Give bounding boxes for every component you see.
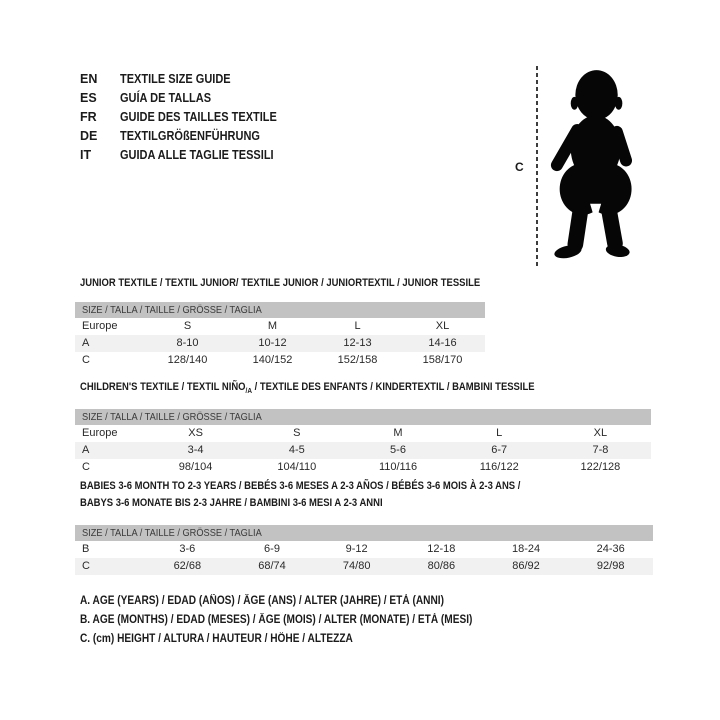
height-cell: 86/92 <box>512 560 540 572</box>
table-title-text: BABYS 3-6 MONATE BIS 2-3 JAHRE / BAMBINI 3-6 MESI A 2-3 ANNI <box>80 497 383 509</box>
table-row <box>75 335 485 352</box>
language-code: DE <box>80 129 98 143</box>
language-title: GUIDE DES TAILLES TEXTILE <box>120 110 277 124</box>
childrens-textile-table <box>75 381 651 476</box>
language-row-en <box>80 70 298 89</box>
table-title-text: BABIES 3-6 MONTH TO 2-3 YEARS / BEBÉS 3-6 MESES A 2-3 AÑOS / BÉBÉS 3-6 MOIS À 2-3 ANS / <box>80 480 521 492</box>
months-cell: 6-9 <box>264 543 280 555</box>
height-cell: 128/140 <box>167 354 208 366</box>
size-header-bar <box>75 302 485 318</box>
age-cell: 14-16 <box>428 337 457 349</box>
language-code: FR <box>80 110 97 124</box>
legend-line-a <box>80 592 526 611</box>
age-cell: 5-6 <box>390 444 406 457</box>
language-code: EN <box>80 72 98 86</box>
row-label: Europe <box>82 320 118 332</box>
legend-line-c <box>80 630 526 649</box>
height-cell: 98/104 <box>178 461 213 474</box>
height-measure-figure <box>515 62 666 270</box>
table-row <box>75 318 485 335</box>
junior-textile-table <box>75 277 485 369</box>
title-subscript: /A <box>245 386 252 396</box>
age-cell: 6-7 <box>491 444 508 457</box>
table-row <box>75 352 485 369</box>
months-cell: 12-18 <box>427 543 456 555</box>
row-label: A <box>82 444 90 457</box>
legend-text: B. AGE (MONTHS) / EDAD (MESES) / ÂGE (MOIS) / ALTER (MONATE) / ETÀ (MESI) <box>80 614 473 626</box>
table-title-line1 <box>80 480 653 493</box>
legend-line-b <box>80 611 526 630</box>
title-post: / TEXTILE DES ENFANTS / KINDERTEXTIL / BAMBINI TESSILE <box>251 381 535 393</box>
row-label: B <box>82 543 90 555</box>
months-cell: 24-36 <box>596 543 625 555</box>
size-cell: L <box>496 427 503 440</box>
language-code: IT <box>80 148 92 162</box>
language-title: GUÍA DE TALLAS <box>120 91 212 105</box>
table-row <box>75 442 651 459</box>
size-cell: M <box>267 320 278 332</box>
size-cell: XL <box>435 320 450 332</box>
size-header-bar <box>75 525 653 541</box>
height-cell: 80/86 <box>427 560 456 572</box>
row-label: C <box>82 354 90 366</box>
height-measure-label: C <box>515 160 524 174</box>
height-cell: 158/170 <box>422 354 463 366</box>
language-title: TEXTILGRÖßENFÜHRUNG <box>120 129 260 143</box>
language-row-it <box>80 146 298 165</box>
size-cell: XS <box>188 427 203 440</box>
age-cell: 7-8 <box>592 444 609 457</box>
language-row-fr <box>80 108 298 127</box>
babies-textile-table <box>75 480 653 575</box>
table-row <box>75 558 653 575</box>
legend-text: C. (cm) HEIGHT / ALTURA / HAUTEUR / HÖHE / ALTEZZA <box>80 633 353 645</box>
toddler-silhouette-image <box>544 66 650 266</box>
height-cell: 74/80 <box>342 560 371 572</box>
language-code: ES <box>80 91 97 105</box>
months-cell: 18-24 <box>511 543 541 555</box>
language-title: GUIDA ALLE TAGLIE TESSILI <box>120 148 274 162</box>
row-label: C <box>82 560 90 572</box>
table-row <box>75 425 651 442</box>
age-cell: 8-10 <box>176 337 199 349</box>
size-header-text: SIZE / TALLA / TAILLE / GRÖSSE / TAGLIA <box>82 411 262 424</box>
language-title: TEXTILE SIZE GUIDE <box>120 72 231 86</box>
height-cell: 152/158 <box>337 354 378 366</box>
months-cell: 3-6 <box>179 543 196 555</box>
height-cell: 140/152 <box>252 354 293 366</box>
table-title <box>80 381 651 397</box>
table-title-text: JUNIOR TEXTILE / TEXTIL JUNIOR/ TEXTILE JUNIOR / JUNIORTEXTIL / JUNIOR TESSILE <box>80 277 481 289</box>
age-cell: 4-5 <box>288 444 305 457</box>
height-measure-dotted-line <box>536 66 538 268</box>
row-label: Europe <box>82 427 118 440</box>
size-header-text: SIZE / TALLA / TAILLE / GRÖSSE / TAGLIA <box>82 527 262 539</box>
language-row-de <box>80 127 298 146</box>
height-cell: 122/128 <box>580 461 621 474</box>
height-cell: 92/98 <box>596 560 625 572</box>
table-row <box>75 541 653 558</box>
table-title-text <box>80 381 535 397</box>
age-cell: 10-12 <box>258 337 287 349</box>
row-label: C <box>82 461 90 474</box>
months-cell: 9-12 <box>345 543 368 555</box>
table-row <box>75 459 651 476</box>
height-cell: 62/68 <box>173 560 202 572</box>
title-pre: CHILDREN'S TEXTILE / TEXTIL NIÑO <box>80 381 246 393</box>
height-cell: 104/110 <box>277 461 317 474</box>
height-cell: 110/116 <box>378 461 418 474</box>
size-header-bar <box>75 409 651 425</box>
size-cell: S <box>293 427 301 440</box>
height-cell: 68/74 <box>258 560 286 572</box>
legend-text: A. AGE (YEARS) / EDAD (AÑOS) / ÂGE (ANS) / ALTER (JAHRE) / ETÀ (ANNI) <box>80 595 444 607</box>
age-cell: 3-4 <box>187 444 204 457</box>
language-title-list <box>80 70 298 165</box>
size-cell: XL <box>593 427 608 440</box>
language-row-es <box>80 89 298 108</box>
size-cell: S <box>183 320 192 332</box>
height-cell: 116/122 <box>479 461 519 474</box>
measure-legend <box>80 592 526 649</box>
size-cell: L <box>354 320 361 332</box>
size-cell: M <box>393 427 403 440</box>
age-cell: 12-13 <box>343 337 372 349</box>
table-title <box>80 277 485 290</box>
table-title-line2 <box>80 497 653 510</box>
size-header-text: SIZE / TALLA / TAILLE / GRÖSSE / TAGLIA <box>82 304 262 316</box>
row-label: A <box>82 337 90 349</box>
